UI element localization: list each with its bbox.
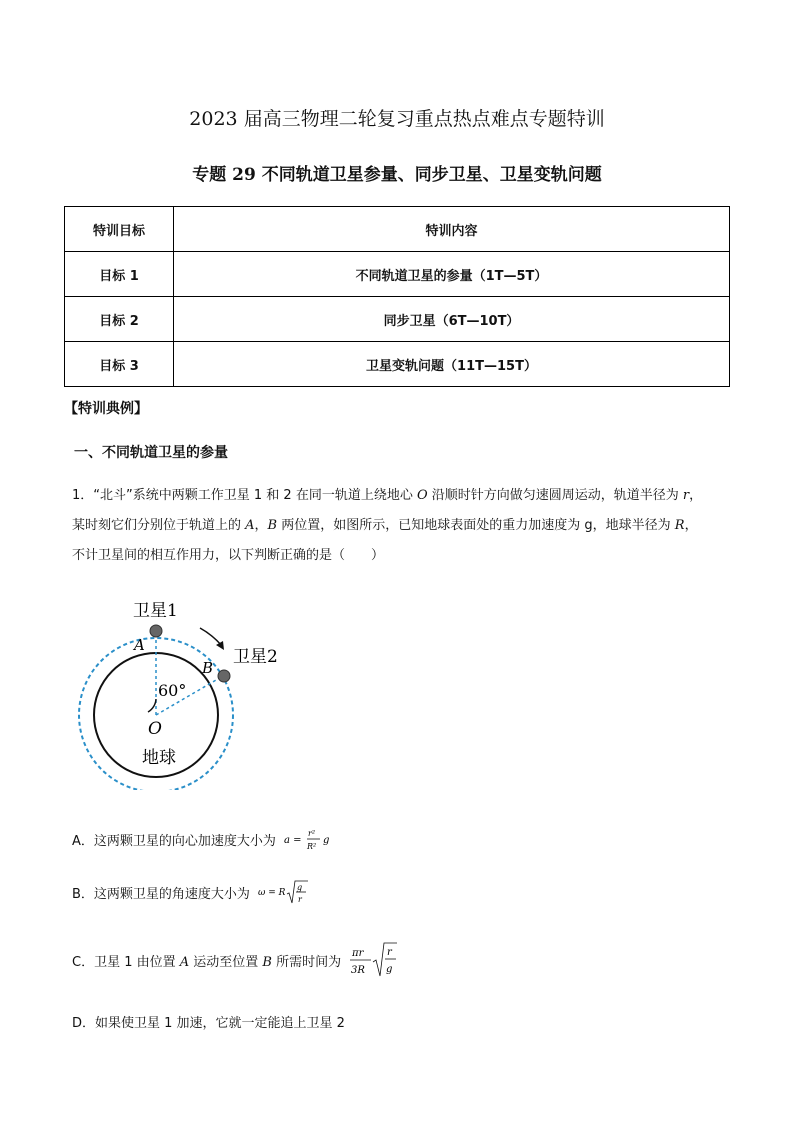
direction-arrow bbox=[200, 628, 222, 646]
option-d[interactable] bbox=[72, 1012, 345, 1031]
svg-text:ω = R: ω = R bbox=[257, 888, 286, 898]
option-c-formula bbox=[349, 940, 403, 980]
svg-text:r: r bbox=[387, 947, 392, 958]
table-header-goal: 特训目标 bbox=[65, 207, 174, 252]
option-d-text: D．如果使卫星 1 加速，它就一定能追上卫星 2 bbox=[72, 1016, 345, 1031]
option-a-text: A．这两颗卫星的向心加速度大小为 bbox=[72, 833, 276, 849]
goals-table bbox=[64, 206, 730, 387]
svg-text:g: g bbox=[386, 964, 393, 975]
option-c[interactable] bbox=[72, 940, 403, 980]
section-heading: 一、不同轨道卫星的参量 bbox=[74, 445, 228, 461]
svg-text:πr: πr bbox=[352, 948, 364, 959]
table-row bbox=[65, 342, 730, 387]
svg-text:3R: 3R bbox=[351, 965, 366, 976]
arrow-head bbox=[216, 641, 224, 650]
question-line-2: 某时刻它们分别位于轨道上的 A，B 两位置，如图所示，已知地球表面处的重力加速度为 g，地球半径为 R， bbox=[72, 518, 698, 533]
question-line-3: 不计卫星间的相互作用力，以下判断正确的是（ ） bbox=[72, 548, 385, 563]
option-b[interactable] bbox=[72, 877, 318, 907]
option-c-text: C．卫星 1 由位置 A 运动至位置 B 所需时间为 bbox=[72, 954, 342, 970]
question-text bbox=[72, 481, 732, 571]
angle-arc bbox=[148, 699, 156, 712]
orbit-diagram bbox=[64, 590, 324, 790]
table-cell-goal: 目标 1 bbox=[65, 252, 174, 297]
svg-text:R²: R² bbox=[306, 842, 317, 851]
table-cell-content: 同步卫星（6T—10T） bbox=[174, 297, 730, 342]
table-row bbox=[65, 297, 730, 342]
option-b-text: B．这两颗卫星的角速度大小为 bbox=[72, 886, 250, 902]
table-cell-goal: 目标 3 bbox=[65, 342, 174, 387]
topic-subtitle: 专题 29 不同轨道卫星参量、同步卫星、卫星变轨问题 bbox=[192, 165, 602, 185]
satellite-2-label: 卫星2 bbox=[233, 647, 278, 667]
svg-text:r²: r² bbox=[307, 829, 315, 838]
table-cell-content: 卫星变轨问题（11T—15T） bbox=[174, 342, 730, 387]
svg-text:a =: a = bbox=[283, 835, 302, 846]
section-bracket-heading: 【特训典例】 bbox=[64, 401, 148, 417]
table-header-row bbox=[65, 207, 730, 252]
page-title: 2023 届高三物理二轮复习重点热点难点专题特训 bbox=[189, 108, 605, 130]
option-b-formula bbox=[258, 877, 318, 907]
svg-text:g: g bbox=[296, 883, 303, 892]
point-a-label: A bbox=[134, 636, 145, 654]
table-cell-content: 不同轨道卫星的参量（1T—5T） bbox=[174, 252, 730, 297]
point-b-label: B bbox=[202, 659, 214, 677]
option-a-formula bbox=[284, 826, 344, 852]
question-line-1: 1．“北斗”系统中两颗工作卫星 1 和 2 在同一轨道上绕地心 O 沿顺时针方向做匀速圆周运动，轨道半径为 r， bbox=[72, 488, 703, 503]
svg-text:g: g bbox=[322, 835, 330, 846]
center-label: O bbox=[148, 719, 162, 739]
option-a[interactable] bbox=[72, 826, 344, 852]
table-cell-goal: 目标 2 bbox=[65, 297, 174, 342]
angle-label: 60° bbox=[158, 681, 187, 700]
satellite-1-icon bbox=[150, 625, 162, 637]
earth-label: 地球 bbox=[142, 748, 176, 768]
svg-text:r: r bbox=[297, 895, 302, 904]
table-header-content: 特训内容 bbox=[174, 207, 730, 252]
table-row bbox=[65, 252, 730, 297]
satellite-2-icon bbox=[218, 670, 230, 682]
satellite-1-label: 卫星1 bbox=[133, 601, 178, 621]
